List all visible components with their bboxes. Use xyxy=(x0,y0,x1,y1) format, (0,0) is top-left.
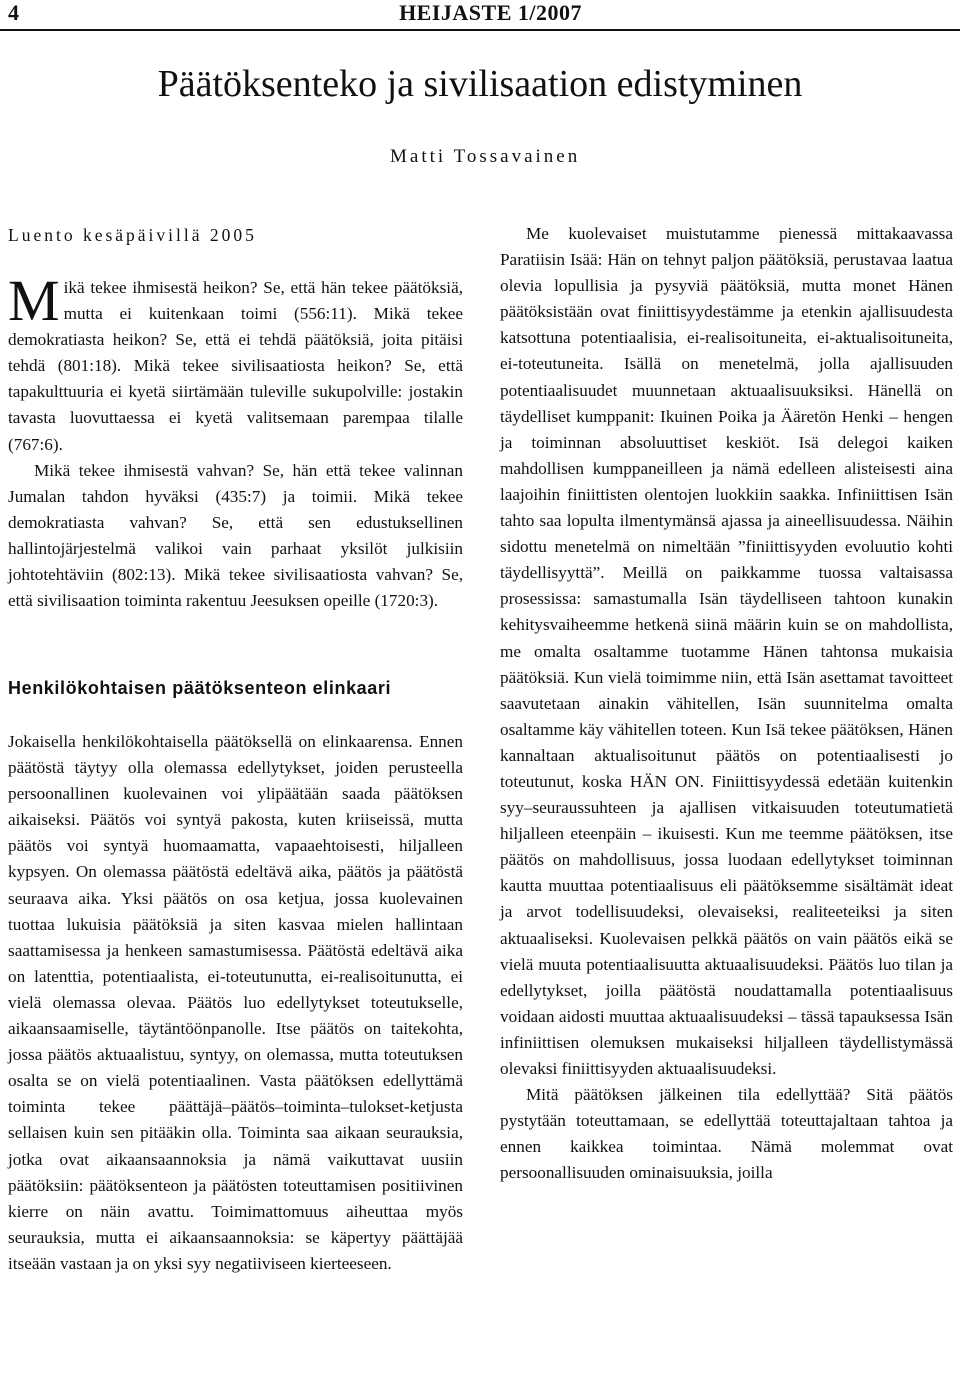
header-rule xyxy=(0,29,960,31)
right-column-body xyxy=(500,221,953,1186)
body-paragraph: Me kuolevaiset muistutamme pienessä mittakaavassa Paratiisin Isää: Hän on tehnyt paljon päätöksiä, perustavaa laatua olevia lopullisia ja pysyviä päätöksiä, mutta monet Hänen päätöksistään ovat finiittisyydestämme ja etenkin ajallisuudesta katsottuna potentiaalisia, ei-realisoituneita, ei-aktualisoituneita, ei-toteutuneita. Isällä on menetelmä, jolla ajallisuuden potentiaalisuudet muunnetaan aktuaalisuuksiksi. Hänellä on täydelliset kumppanit: Ikuinen Poika ja Ääretön Henki – hengen ja toiminnan absoluuttiset keskiöt. Isä delegoi kaiken mahdollisen kumppaneilleen ja nämä edelleen alisteisesti aina laajoihin finiittisten olentojen luokkiin saakka. Infiniittisen Isän tahto saa lopulta ilmentymänsä ajassa ja aineellisuudessa. Näihin sidottu menetelmä on nimeltään ”finiittisyyden evoluutio kohti täydellisyyttä”. Meillä on paikkamme tuossa valtaisassa prosessissa: samastumalla Isän täydelliseen tahtoon kunakin kehitysvaiheemme hetkenä siinä määrin kuin se on mahdollista, me omalta osaltamme tuotamme Hänen tahtonsa mukaisia päätöksiä. Kun vielä toimimme niin, että Isän asettamat tavoitteet saavutetaan ainakin vähitellen, Isän suunnitelma omalta osaltamme käy vähitellen toteen. Kun Isä tekee päätöksen, Hänen kannaltaan aktualisoitunut päätös on potentiaalisesti jo toteutunut, koska HÄN ON. Finiittisyydessä edetään kuitenkin syy–seuraussuhteen ja ajallisen vitkaisuuden toteutumatietä hiljalleen eteenpäin – ikuisesti. Kun me teemme päätöksen, itse päätös on mahdollisuus, jossa luodaan edellytykset toiminnan kautta muuttaa potentiaalisuus eli päätöksemme sisältämät ideat ja arvot todellisuudeksi, olevaiseksi, realiteeteiksi ja siten aktuaaliseksi. Kuolevaisen pelkkä päätös on vain päätös eikä se vielä muuta potentiaalisuutta aktuaalisuudeksi. Päätös luo tilan ja edellytykset, joilla päätöstä noudattamalla potentiaalisuus voidaan aidosti muuttaa aktuaalisuudeksi – tässä tapauksessa Isän infiniittisen olemuksen mukaiseksi hiljalleen täydellistymässä olevaksi finiittisyyden aktuaalisuudeksi. xyxy=(500,224,953,1078)
page-header xyxy=(0,0,960,28)
body-paragraph: Mitä päätöksen jälkeinen tila edellyttää? Sitä päätös pystytään toteuttamaan, se edellyttää toteuttajaltaan tahtoa ja ennen kaikkea toimintaa. Nämä molemmat ovat persoonallisuuden ominaisuuksia, joilla xyxy=(500,1085,953,1183)
section-heading: Henkilökohtaisen päätöksenteon elinkaari xyxy=(8,678,392,698)
drop-cap: M xyxy=(8,268,60,333)
article-title: Päätöksenteko ja sivilisaation edistyminen xyxy=(157,63,803,105)
journal-title: HEIJASTE 1/2007 xyxy=(399,0,582,25)
page-number: 4 xyxy=(8,0,19,25)
intro-paragraph-2: Mikä tekee ihmisestä vahvan? Se, hän että tekee valinnan Jumalan tahdon hyväksi (435:7) ja toimii. Mikä tekee demokratiasta vahvan? Se, että sen edustuksellinen hallintojärjestelmä valikoi vain parhaat yksilöt julkisiin johtotehtäviin (802:13). Mikä tekee sivilisaatiosta vahvan? Se, että sivilisaation toiminta rakentuu Jeesuksen opeille (1720:3). xyxy=(8,460,463,611)
article-author: Matti Tossavainen xyxy=(390,146,581,167)
lecture-note: Luento kesäpäivillä 2005 xyxy=(8,225,257,245)
left-column-body xyxy=(8,729,463,1277)
intro-section xyxy=(8,268,463,614)
body-paragraph: Jokaisella henkilökohtaisella päätöksellä on elinkaarensa. Ennen päätöstä täytyy olla olemassa edellytykset, joiden perusteella persoonallinen kuolevainen voi ylipäätään saada päätöksen aikaiseksi. Päätös voi syntyä pakosta, kuten kriiseissä, mutta päätös voi syntyä huomaamatta, vapaaehtoisesti, hiljalleen kypsyen. On olemassa päätöstä edeltävä aika, päätös ja päätöstä seuraava aika. Yksi päätös on osa ketjua, jossa kuolevainen tuottaa lukuisia päätöksiä ja siten kasvaa mielen hallintaan saattamisessa ja henkeen samastumisessa. Päätöstä edeltävä aika on latenttia, potentiaalista, ei-toteutunutta, ei-realisoitunutta, ei vielä olemassa olevaa. Päätös luo edellytykset toteutukselle, aikaansaamiselle, täytäntöönpanolle. Itse päätös on taitekohta, jossa päätös aktuaalistuu, syntyy, on olemassa, mutta toteutuksen osalta se on vielä potentiaalinen. Vasta päätöksen edellyttämä toiminta tekee päättäjä–päätös–toiminta–tulokset-ketjusta sellaisen kuin sen pitääkin olla. Toiminta saa aikaan seurauksia, jotka ovat aikaansaannoksia ja nämä vaikuttavat uusiin päätöksiin: päätöksenteon ja päätösten toteuttamisen positiivinen kierre on näin avattu. Toimimattomuus aiheuttaa myös seurauksia, mutta ei aikaansaannoksia: se käpertyy päättäjää itseään vastaan ja on yksi syy negatiiviseen kierteeseen. xyxy=(8,732,463,1273)
intro-paragraph xyxy=(8,268,463,458)
intro-text: ikä tekee ihmisestä heikon? Se, että hän tekee päätöksiä, mutta ei kuitenkaan toimi (556:11). Mikä tekee demokratiasta heikon? Se, että ei tehdä päätöksiä, joita pitäisi tehdä (801:18). Mikä tekee sivilisaatiosta heikon? Se, että tapakulttuuria ei kyetä siirtämään tuleville sukupolville: jostakin tavasta luovuttaessa ei kyetä valitsemaan parempaa tilalle (767:6). xyxy=(8,278,463,454)
